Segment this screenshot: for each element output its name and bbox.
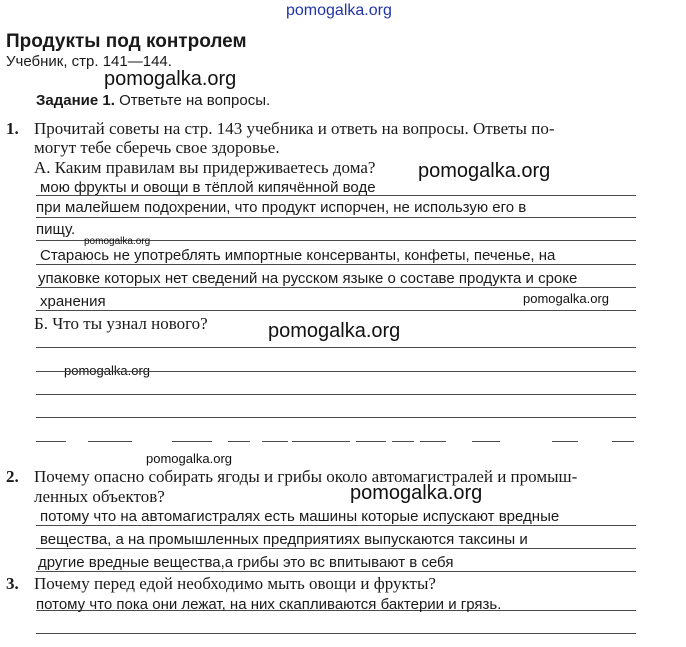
answer-line-dash [262, 441, 288, 442]
question-2-line-2: ленных объектов? [34, 487, 165, 506]
question-2-number: 2. [6, 467, 19, 486]
answer-line-dash [472, 441, 500, 442]
answer-line [36, 548, 636, 549]
watermark: pomogalka.org [523, 291, 609, 306]
top-watermark: pomogalka.org [286, 2, 392, 19]
answer-text: пищу. [36, 221, 76, 238]
task-header [36, 92, 270, 109]
watermark: pomogalka.org [350, 482, 483, 504]
question-2-line-1: Почему опасно собирать ягоды и грибы около автомагистралей и промыш- [34, 467, 578, 486]
answer-line [36, 287, 636, 288]
watermark: pomogalka.org [64, 363, 150, 378]
answer-text: хранения [40, 293, 106, 310]
answer-text: упаковке которых нет сведений на русском языке о составе продукта и сроке [38, 270, 578, 287]
watermark: pomogalka.org [84, 236, 151, 247]
page-subtitle: Учебник, стр. 141—144. [6, 53, 172, 70]
answer-line-dash [356, 441, 386, 442]
question-1-line-1: Прочитай советы на стр. 143 учебника и ответь на вопросы. Ответы по- [34, 119, 555, 138]
answer-text: потому что на автомагистралях есть машины которые испускают вредные [40, 508, 560, 525]
answer-line-dash [228, 441, 250, 442]
watermark: pomogalka.org [418, 160, 551, 182]
answer-line [36, 633, 636, 634]
question-1-number: 1. [6, 119, 19, 138]
answer-line-dash [36, 441, 66, 442]
answer-line-dash [88, 441, 132, 442]
watermark: pomogalka.org [104, 68, 237, 90]
answer-text: Стараюсь не употреблять импортные консерванты, конфеты, печенье, на [40, 247, 556, 264]
answer-line [36, 525, 636, 526]
answer-line [36, 347, 636, 348]
answer-text: другие вредные вещества,а грибы это вс впитывают в себя [38, 554, 454, 571]
answer-line-dash [172, 441, 212, 442]
answer-line [36, 217, 636, 218]
watermark: pomogalka.org [146, 451, 232, 466]
answer-line [36, 310, 636, 311]
answer-text: при малейшем подохрении, что продукт испорчен, не использую его в [36, 199, 527, 216]
answer-line-dash [420, 441, 446, 442]
answer-line-dash [292, 441, 350, 442]
answer-line [36, 571, 636, 572]
answer-line-dash [392, 441, 414, 442]
question-3-number: 3. [6, 574, 19, 593]
question-1-line-2: могут тебе сберечь свое здоровье. [34, 138, 280, 157]
answer-text: мою фрукты и овощи в тёплой кипячённой воде [40, 179, 376, 196]
answer-line [36, 264, 636, 265]
question-3-line-1: Почему перед едой необходимо мыть овощи и фрукты? [34, 574, 436, 593]
answer-line-dash [612, 441, 634, 442]
page-title: Продукты под контролем [6, 31, 247, 52]
task-text: Ответьте на вопросы. [119, 92, 271, 109]
answer-text: вещества, а на промышленных предприятиях выпускаются таксины и [40, 531, 528, 548]
answer-line [36, 417, 636, 418]
answer-line [36, 371, 636, 372]
answer-line-dash [552, 441, 578, 442]
answer-text: потому что пока они лежат, на них скапливаются бактерии и грязь. [36, 596, 502, 613]
question-1-part-a: А. Каким правилам вы придерживаетесь дома? [34, 158, 376, 177]
watermark: pomogalka.org [268, 320, 401, 342]
question-1-part-b: Б. Что ты узнал нового? [34, 314, 208, 333]
task-label: Задание 1. [36, 92, 115, 109]
answer-line [36, 394, 636, 395]
